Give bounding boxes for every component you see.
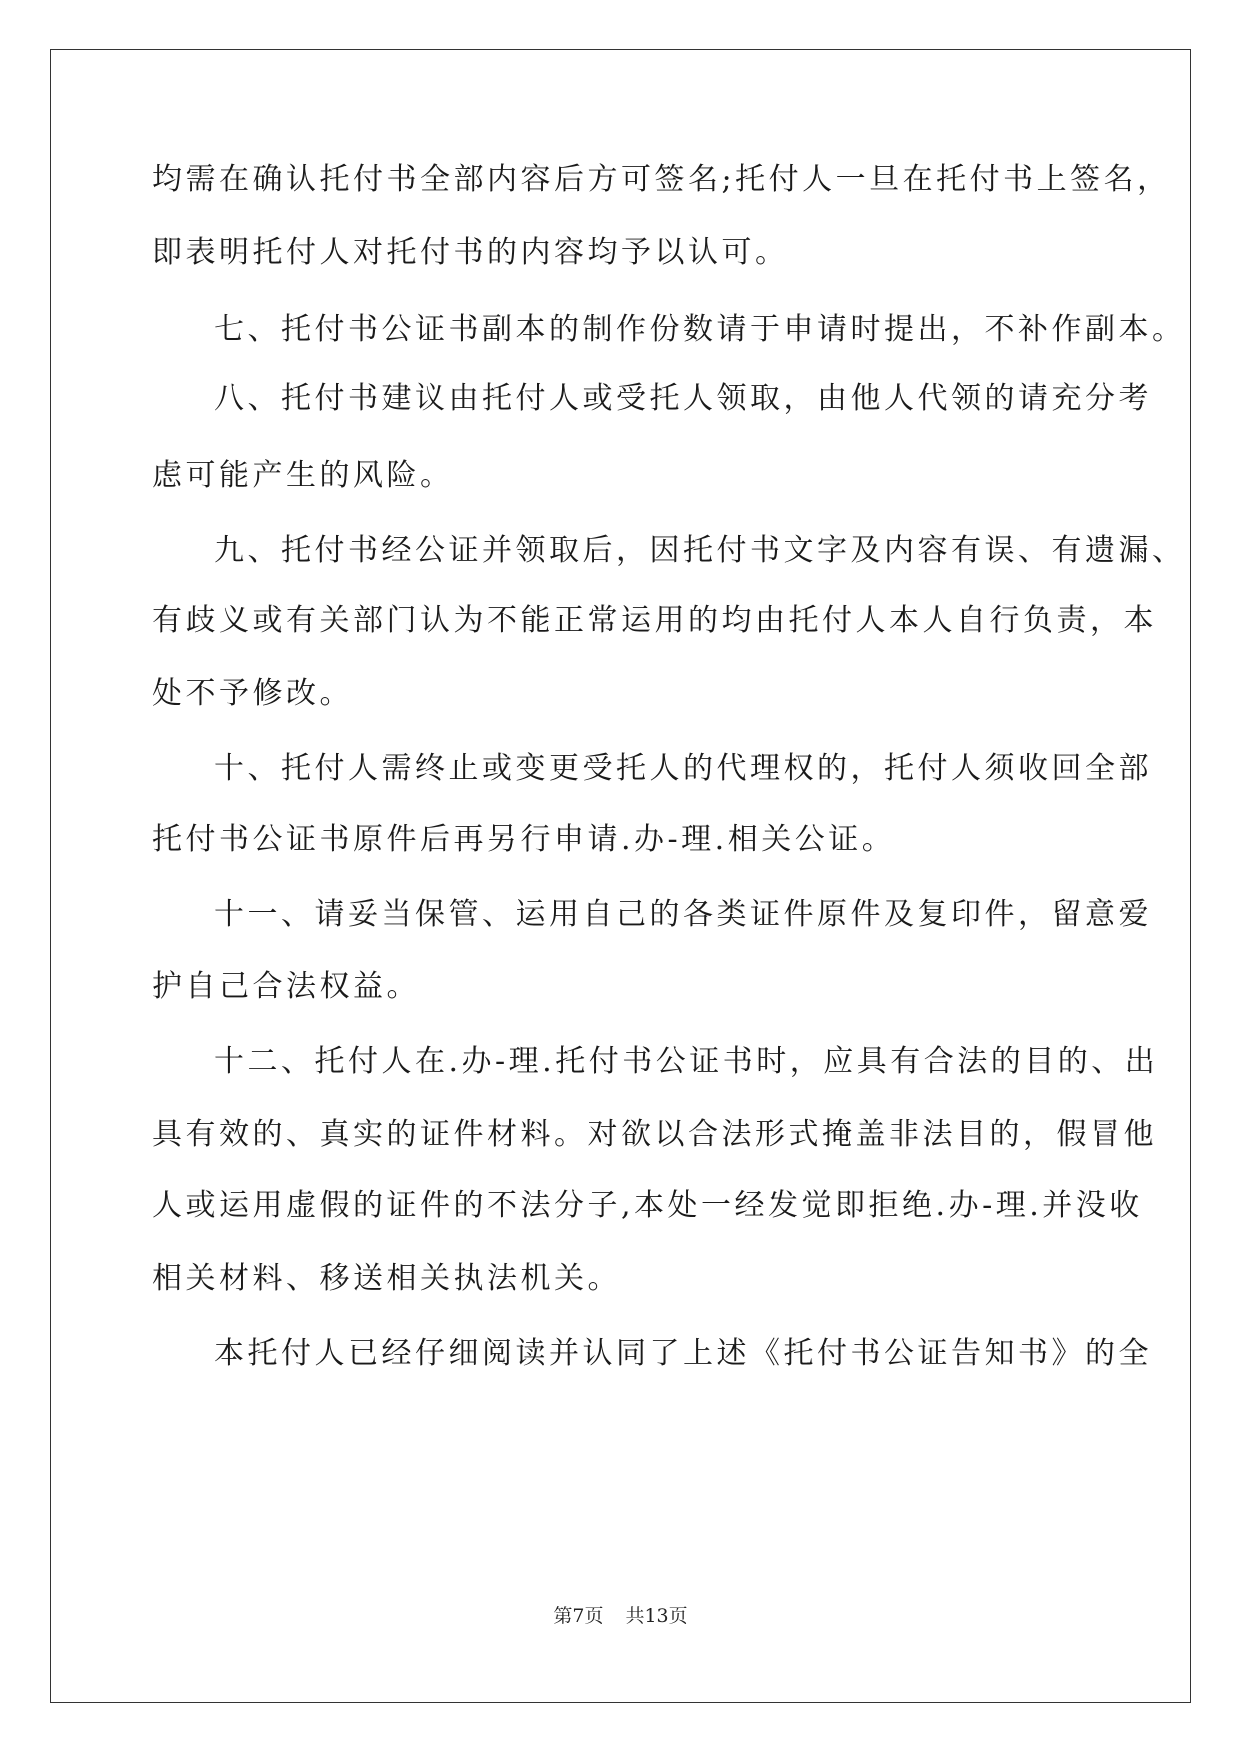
text-line: 十二、托付人在.办-理.托付书公证书时，应具有合法的目的、出 <box>214 1044 1159 1079</box>
text-line: 十一、请妥当保管、运用自己的各类证件原件及复印件，留意爱 <box>214 897 1152 932</box>
text-line: 即表明托付人对托付书的内容均予以认可。 <box>152 235 789 270</box>
text-line: 九、托付书经公证并领取后，因托付书文字及内容有误、有遗漏、 <box>214 533 1186 568</box>
page-total: 共13页 <box>625 1605 688 1627</box>
text-line: 相关材料、移送相关执法机关。 <box>152 1261 621 1296</box>
text-line: 均需在确认托付书全部内容后方可签名;托付人一旦在托付书上签名， <box>152 162 1171 197</box>
page-footer <box>0 1601 1241 1628</box>
text-line: 人或运用虚假的证件的不法分子,本处一经发觉即拒绝.办-理.并没收 <box>152 1188 1143 1223</box>
text-line: 托付书公证书原件后再另行申请.办-理.相关公证。 <box>152 822 896 857</box>
text-line: 八、托付书建议由托付人或受托人领取，由他人代领的请充分考 <box>214 381 1152 416</box>
page-border <box>50 49 1191 1703</box>
text-line: 十、托付人需终止或变更受托人的代理权的，托付人须收回全部 <box>214 751 1152 786</box>
page-number: 第7页 <box>553 1605 604 1627</box>
text-line: 护自己合法权益。 <box>152 969 420 1004</box>
text-line: 本托付人已经仔细阅读并认同了上述《托付书公证告知书》的全 <box>214 1336 1152 1371</box>
text-line: 七、托付书公证书副本的制作份数请于申请时提出，不补作副本。 <box>214 312 1186 347</box>
text-line: 虑可能产生的风险。 <box>152 458 454 493</box>
text-line: 具有效的、真实的证件材料。对欲以合法形式掩盖非法目的，假冒他 <box>152 1117 1157 1152</box>
text-line: 处不予修改。 <box>152 676 353 711</box>
text-line: 有歧义或有关部门认为不能正常运用的均由托付人本人自行负责，本 <box>152 603 1157 638</box>
